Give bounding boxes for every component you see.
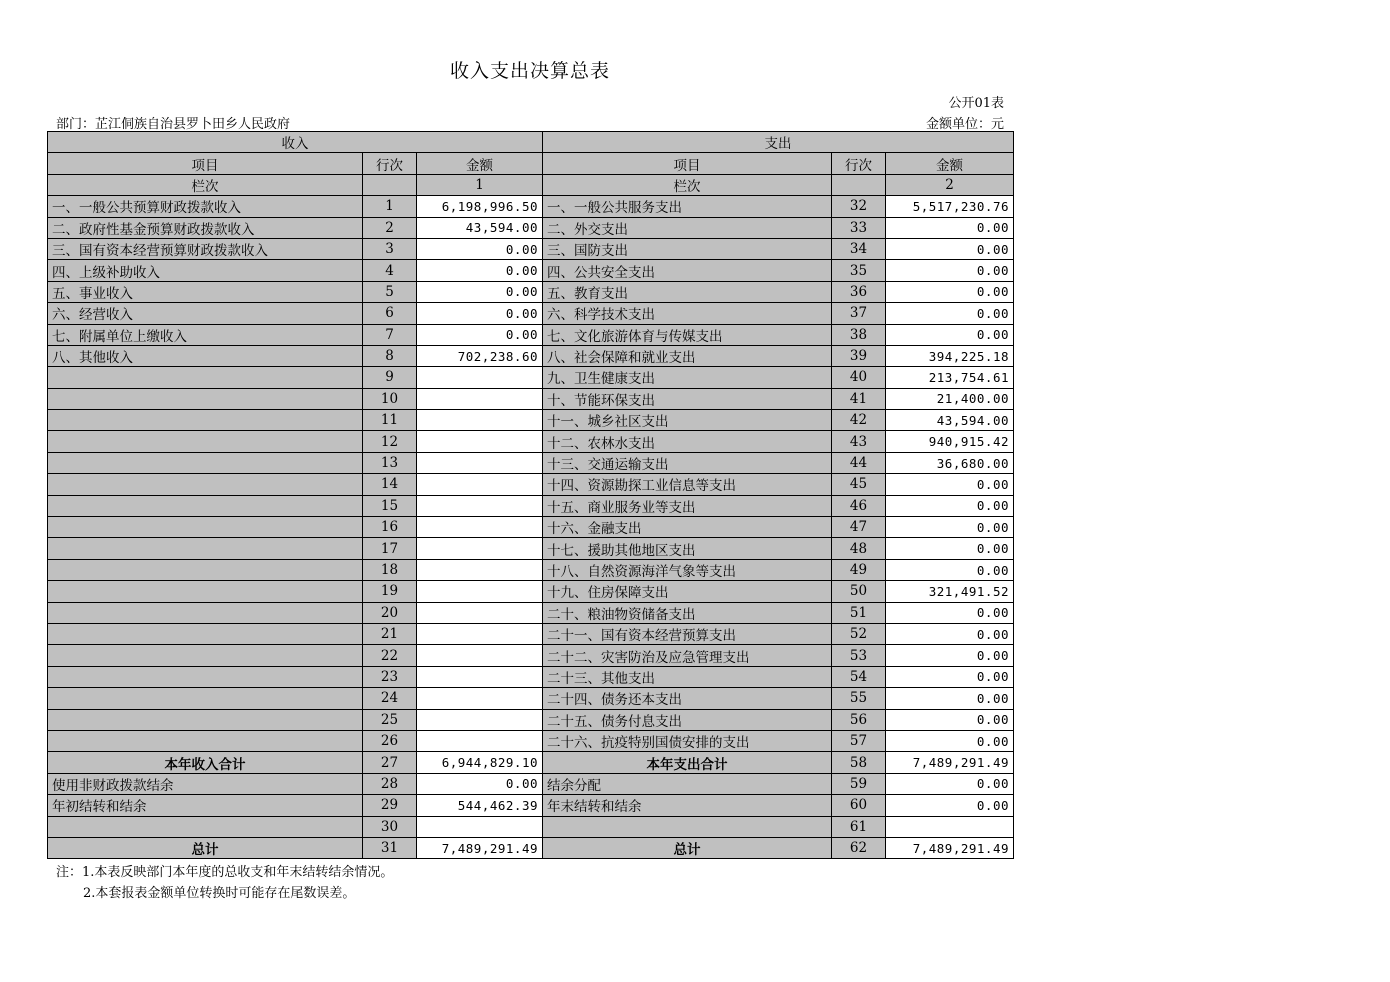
expense-item-cell: 二十二、灾害防治及应急管理支出 bbox=[543, 645, 832, 666]
expense-line-cell: 34 bbox=[832, 238, 886, 259]
income-amount-cell: 0.00 bbox=[417, 773, 543, 794]
expense-amount-cell: 213,754.61 bbox=[886, 367, 1014, 388]
amount-unit-label: 金额单位：元 bbox=[925, 117, 1004, 132]
income-item-cell bbox=[48, 709, 363, 730]
form-number: 公开01表 bbox=[948, 96, 1004, 111]
income-line-cell: 30 bbox=[363, 816, 417, 837]
expense-line-cell: 46 bbox=[832, 495, 886, 516]
income-amount-cell bbox=[417, 816, 543, 837]
income-item-cell bbox=[48, 581, 363, 602]
expense-item-cell: 二十、粮油物资储备支出 bbox=[543, 602, 832, 623]
expense-amount-cell: 394,225.18 bbox=[886, 345, 1014, 366]
expense-amount-cell: 0.00 bbox=[886, 281, 1014, 302]
expense-amount-cell: 0.00 bbox=[886, 730, 1014, 751]
expense-line-header: 行次 bbox=[832, 153, 886, 174]
expense-item-cell: 二十四、债务还本支出 bbox=[543, 688, 832, 709]
income-amount-cell: 43,594.00 bbox=[417, 217, 543, 238]
expense-amount-cell: 0.00 bbox=[886, 559, 1014, 580]
income-line-cell: 2 bbox=[363, 217, 417, 238]
expense-line-cell: 48 bbox=[832, 538, 886, 559]
table-row bbox=[48, 816, 1014, 837]
income-line-cell: 15 bbox=[363, 495, 417, 516]
income-item-cell: 五、事业收入 bbox=[48, 281, 363, 302]
table-row bbox=[48, 602, 1014, 623]
income-amount-cell bbox=[417, 517, 543, 538]
expense-item-header: 项目 bbox=[543, 153, 832, 174]
income-amount-cell: 6,198,996.50 bbox=[417, 196, 543, 217]
table-row bbox=[48, 517, 1014, 538]
income-amount-cell bbox=[417, 666, 543, 687]
income-section-header: 收入 bbox=[48, 132, 543, 153]
expense-item-cell: 十、节能环保支出 bbox=[543, 388, 832, 409]
expense-line-cell: 61 bbox=[832, 816, 886, 837]
expense-line-cell: 49 bbox=[832, 559, 886, 580]
expense-line-cell: 45 bbox=[832, 474, 886, 495]
expense-amount-cell: 0.00 bbox=[886, 260, 1014, 281]
footnote-1: 注：1.本表反映部门本年度的总收支和年末结转结余情况。 bbox=[56, 865, 394, 880]
expense-amount-cell: 36,680.00 bbox=[886, 452, 1014, 473]
table-row bbox=[48, 260, 1014, 281]
income-item-cell bbox=[48, 431, 363, 452]
expense-line-cell: 43 bbox=[832, 431, 886, 452]
income-line-cell: 23 bbox=[363, 666, 417, 687]
income-col-index: 1 bbox=[417, 174, 543, 195]
income-line-cell: 8 bbox=[363, 345, 417, 366]
table-row bbox=[48, 688, 1014, 709]
expense-line-cell: 35 bbox=[832, 260, 886, 281]
income-item-cell: 八、其他收入 bbox=[48, 345, 363, 366]
income-line-cell: 20 bbox=[363, 602, 417, 623]
income-amount-header: 金额 bbox=[417, 153, 543, 174]
income-line-cell: 31 bbox=[363, 837, 417, 858]
expense-item-cell: 二十三、其他支出 bbox=[543, 666, 832, 687]
income-amount-cell: 0.00 bbox=[417, 303, 543, 324]
expense-item-cell: 二十一、国有资本经营预算支出 bbox=[543, 623, 832, 644]
expense-amount-cell: 7,489,291.49 bbox=[886, 837, 1014, 858]
income-line-cell: 10 bbox=[363, 388, 417, 409]
table-row bbox=[48, 709, 1014, 730]
expense-line-blank bbox=[832, 174, 886, 195]
expense-line-cell: 60 bbox=[832, 795, 886, 816]
expense-amount-cell: 0.00 bbox=[886, 495, 1014, 516]
table-row bbox=[48, 752, 1014, 773]
expense-amount-cell: 0.00 bbox=[886, 238, 1014, 259]
expense-item-cell: 年末结转和结余 bbox=[543, 795, 832, 816]
income-item-cell: 年初结转和结余 bbox=[48, 795, 363, 816]
department-label: 部门：芷江侗族自治县罗卜田乡人民政府 bbox=[56, 117, 291, 132]
footnote-2: 2.本套报表金额单位转换时可能存在尾数误差。 bbox=[83, 886, 356, 901]
income-line-cell: 9 bbox=[363, 367, 417, 388]
income-line-cell: 14 bbox=[363, 474, 417, 495]
income-amount-cell bbox=[417, 410, 543, 431]
income-item-cell: 使用非财政拨款结余 bbox=[48, 773, 363, 794]
income-line-cell: 28 bbox=[363, 773, 417, 794]
expense-line-cell: 51 bbox=[832, 602, 886, 623]
income-item-cell bbox=[48, 688, 363, 709]
income-amount-cell: 7,489,291.49 bbox=[417, 837, 543, 858]
expense-amount-cell: 0.00 bbox=[886, 517, 1014, 538]
expense-line-cell: 53 bbox=[832, 645, 886, 666]
table-row bbox=[48, 623, 1014, 644]
income-amount-cell bbox=[417, 730, 543, 751]
income-line-cell: 6 bbox=[363, 303, 417, 324]
table-row bbox=[48, 474, 1014, 495]
income-amount-cell bbox=[417, 367, 543, 388]
expense-item-cell: 一、一般公共服务支出 bbox=[543, 196, 832, 217]
income-amount-cell bbox=[417, 388, 543, 409]
expense-amount-cell: 0.00 bbox=[886, 773, 1014, 794]
expense-item-cell: 十五、商业服务业等支出 bbox=[543, 495, 832, 516]
expense-line-cell: 57 bbox=[832, 730, 886, 751]
income-line-cell: 4 bbox=[363, 260, 417, 281]
income-item-cell bbox=[48, 410, 363, 431]
income-amount-cell: 0.00 bbox=[417, 238, 543, 259]
expense-amount-cell: 43,594.00 bbox=[886, 410, 1014, 431]
expense-section-header: 支出 bbox=[543, 132, 1014, 153]
income-item-cell bbox=[48, 666, 363, 687]
income-line-blank bbox=[363, 174, 417, 195]
expense-line-cell: 39 bbox=[832, 345, 886, 366]
income-item-cell bbox=[48, 474, 363, 495]
income-amount-cell bbox=[417, 559, 543, 580]
footnotes bbox=[56, 862, 393, 904]
expense-amount-cell: 0.00 bbox=[886, 602, 1014, 623]
income-line-cell: 17 bbox=[363, 538, 417, 559]
income-amount-cell: 702,238.60 bbox=[417, 345, 543, 366]
income-item-cell bbox=[48, 495, 363, 516]
income-item-cell: 一、一般公共预算财政拨款收入 bbox=[48, 196, 363, 217]
income-item-cell bbox=[48, 645, 363, 666]
table-row bbox=[48, 431, 1014, 452]
expense-item-cell: 二十六、抗疫特别国债安排的支出 bbox=[543, 730, 832, 751]
expense-line-cell: 33 bbox=[832, 217, 886, 238]
income-expense-table bbox=[47, 131, 1014, 859]
expense-item-cell: 总计 bbox=[543, 837, 832, 858]
expense-amount-cell: 0.00 bbox=[886, 709, 1014, 730]
expense-amount-cell: 0.00 bbox=[886, 538, 1014, 559]
table-row bbox=[48, 495, 1014, 516]
expense-line-cell: 42 bbox=[832, 410, 886, 431]
page-title: 收入支出决算总表 bbox=[450, 60, 611, 82]
income-item-cell: 三、国有资本经营预算财政拨款收入 bbox=[48, 238, 363, 259]
expense-item-cell: 四、公共安全支出 bbox=[543, 260, 832, 281]
income-item-cell: 总计 bbox=[48, 837, 363, 858]
expense-line-cell: 44 bbox=[832, 452, 886, 473]
income-amount-cell bbox=[417, 602, 543, 623]
income-line-cell: 24 bbox=[363, 688, 417, 709]
table-row bbox=[48, 773, 1014, 794]
income-col-label: 栏次 bbox=[48, 174, 363, 195]
table-row bbox=[48, 324, 1014, 345]
table-row bbox=[48, 795, 1014, 816]
expense-line-cell: 41 bbox=[832, 388, 886, 409]
expense-item-cell: 六、科学技术支出 bbox=[543, 303, 832, 324]
expense-amount-cell: 0.00 bbox=[886, 623, 1014, 644]
income-item-cell: 四、上级补助收入 bbox=[48, 260, 363, 281]
expense-item-cell: 十四、资源勘探工业信息等支出 bbox=[543, 474, 832, 495]
expense-item-cell: 五、教育支出 bbox=[543, 281, 832, 302]
table-row bbox=[48, 217, 1014, 238]
expense-amount-cell: 21,400.00 bbox=[886, 388, 1014, 409]
table-row bbox=[48, 345, 1014, 366]
income-line-cell: 26 bbox=[363, 730, 417, 751]
income-item-header: 项目 bbox=[48, 153, 363, 174]
income-amount-cell bbox=[417, 431, 543, 452]
income-amount-cell bbox=[417, 538, 543, 559]
income-line-cell: 21 bbox=[363, 623, 417, 644]
table-row bbox=[48, 196, 1014, 217]
column-index-row bbox=[48, 174, 1014, 195]
income-item-cell bbox=[48, 388, 363, 409]
expense-col-label: 栏次 bbox=[543, 174, 832, 195]
expense-item-cell: 十二、农林水支出 bbox=[543, 431, 832, 452]
income-amount-cell: 6,944,829.10 bbox=[417, 752, 543, 773]
expense-amount-cell: 5,517,230.76 bbox=[886, 196, 1014, 217]
expense-line-cell: 56 bbox=[832, 709, 886, 730]
expense-line-cell: 62 bbox=[832, 837, 886, 858]
income-line-cell: 29 bbox=[363, 795, 417, 816]
expense-item-cell: 结余分配 bbox=[543, 773, 832, 794]
income-amount-cell: 0.00 bbox=[417, 260, 543, 281]
expense-item-cell: 十七、援助其他地区支出 bbox=[543, 538, 832, 559]
income-amount-cell bbox=[417, 452, 543, 473]
expense-line-cell: 47 bbox=[832, 517, 886, 538]
expense-amount-cell: 0.00 bbox=[886, 795, 1014, 816]
income-line-cell: 12 bbox=[363, 431, 417, 452]
expense-amount-cell: 940,915.42 bbox=[886, 431, 1014, 452]
income-line-cell: 5 bbox=[363, 281, 417, 302]
table-row bbox=[48, 538, 1014, 559]
income-amount-cell bbox=[417, 645, 543, 666]
income-amount-cell bbox=[417, 495, 543, 516]
income-item-cell: 本年收入合计 bbox=[48, 752, 363, 773]
income-amount-cell bbox=[417, 688, 543, 709]
expense-item-cell: 八、社会保障和就业支出 bbox=[543, 345, 832, 366]
expense-amount-cell: 0.00 bbox=[886, 324, 1014, 345]
income-item-cell bbox=[48, 623, 363, 644]
income-item-cell bbox=[48, 517, 363, 538]
income-item-cell bbox=[48, 367, 363, 388]
expense-item-cell: 七、文化旅游体育与传媒支出 bbox=[543, 324, 832, 345]
income-amount-cell bbox=[417, 709, 543, 730]
income-item-cell bbox=[48, 602, 363, 623]
table-row bbox=[48, 730, 1014, 751]
income-item-cell bbox=[48, 559, 363, 580]
income-line-cell: 1 bbox=[363, 196, 417, 217]
expense-item-cell: 九、卫生健康支出 bbox=[543, 367, 832, 388]
income-item-cell bbox=[48, 452, 363, 473]
table-row bbox=[48, 559, 1014, 580]
income-line-cell: 25 bbox=[363, 709, 417, 730]
income-item-cell bbox=[48, 730, 363, 751]
expense-line-cell: 59 bbox=[832, 773, 886, 794]
expense-amount-cell: 0.00 bbox=[886, 666, 1014, 687]
expense-item-cell: 十三、交通运输支出 bbox=[543, 452, 832, 473]
expense-amount-cell: 0.00 bbox=[886, 217, 1014, 238]
income-line-cell: 3 bbox=[363, 238, 417, 259]
expense-item-cell: 本年支出合计 bbox=[543, 752, 832, 773]
expense-item-cell: 十六、金融支出 bbox=[543, 517, 832, 538]
income-line-cell: 22 bbox=[363, 645, 417, 666]
income-item-cell: 六、经营收入 bbox=[48, 303, 363, 324]
expense-amount-cell: 0.00 bbox=[886, 688, 1014, 709]
expense-line-cell: 32 bbox=[832, 196, 886, 217]
expense-line-cell: 54 bbox=[832, 666, 886, 687]
table-row bbox=[48, 837, 1014, 858]
income-line-cell: 13 bbox=[363, 452, 417, 473]
expense-line-cell: 38 bbox=[832, 324, 886, 345]
expense-amount-header: 金额 bbox=[886, 153, 1014, 174]
section-header-row bbox=[48, 132, 1014, 153]
expense-amount-cell: 7,489,291.49 bbox=[886, 752, 1014, 773]
table-row bbox=[48, 238, 1014, 259]
table-row bbox=[48, 281, 1014, 302]
expense-line-cell: 40 bbox=[832, 367, 886, 388]
table-row bbox=[48, 452, 1014, 473]
expense-item-cell: 十九、住房保障支出 bbox=[543, 581, 832, 602]
table-row bbox=[48, 410, 1014, 431]
income-amount-cell: 0.00 bbox=[417, 324, 543, 345]
column-header-row bbox=[48, 153, 1014, 174]
table-row bbox=[48, 303, 1014, 324]
table-row bbox=[48, 666, 1014, 687]
expense-amount-cell: 0.00 bbox=[886, 474, 1014, 495]
income-line-cell: 27 bbox=[363, 752, 417, 773]
expense-item-cell bbox=[543, 816, 832, 837]
expense-line-cell: 55 bbox=[832, 688, 886, 709]
expense-amount-cell: 321,491.52 bbox=[886, 581, 1014, 602]
expense-line-cell: 52 bbox=[832, 623, 886, 644]
income-amount-cell bbox=[417, 623, 543, 644]
income-item-cell: 二、政府性基金预算财政拨款收入 bbox=[48, 217, 363, 238]
table-row bbox=[48, 367, 1014, 388]
income-amount-cell: 544,462.39 bbox=[417, 795, 543, 816]
table-row bbox=[48, 581, 1014, 602]
income-item-cell bbox=[48, 816, 363, 837]
income-line-cell: 16 bbox=[363, 517, 417, 538]
income-line-cell: 19 bbox=[363, 581, 417, 602]
table-row bbox=[48, 645, 1014, 666]
expense-line-cell: 50 bbox=[832, 581, 886, 602]
expense-amount-cell: 0.00 bbox=[886, 303, 1014, 324]
income-item-cell bbox=[48, 538, 363, 559]
income-line-cell: 11 bbox=[363, 410, 417, 431]
expense-item-cell: 三、国防支出 bbox=[543, 238, 832, 259]
income-line-header: 行次 bbox=[363, 153, 417, 174]
expense-item-cell: 十一、城乡社区支出 bbox=[543, 410, 832, 431]
income-amount-cell: 0.00 bbox=[417, 281, 543, 302]
expense-item-cell: 十八、自然资源海洋气象等支出 bbox=[543, 559, 832, 580]
table-row bbox=[48, 388, 1014, 409]
income-amount-cell bbox=[417, 581, 543, 602]
expense-amount-cell: 0.00 bbox=[886, 645, 1014, 666]
expense-line-cell: 36 bbox=[832, 281, 886, 302]
expense-item-cell: 二、外交支出 bbox=[543, 217, 832, 238]
expense-item-cell: 二十五、债务付息支出 bbox=[543, 709, 832, 730]
expense-line-cell: 58 bbox=[832, 752, 886, 773]
expense-amount-cell bbox=[886, 816, 1014, 837]
expense-line-cell: 37 bbox=[832, 303, 886, 324]
income-line-cell: 18 bbox=[363, 559, 417, 580]
expense-col-index: 2 bbox=[886, 174, 1014, 195]
income-line-cell: 7 bbox=[363, 324, 417, 345]
income-amount-cell bbox=[417, 474, 543, 495]
income-item-cell: 七、附属单位上缴收入 bbox=[48, 324, 363, 345]
